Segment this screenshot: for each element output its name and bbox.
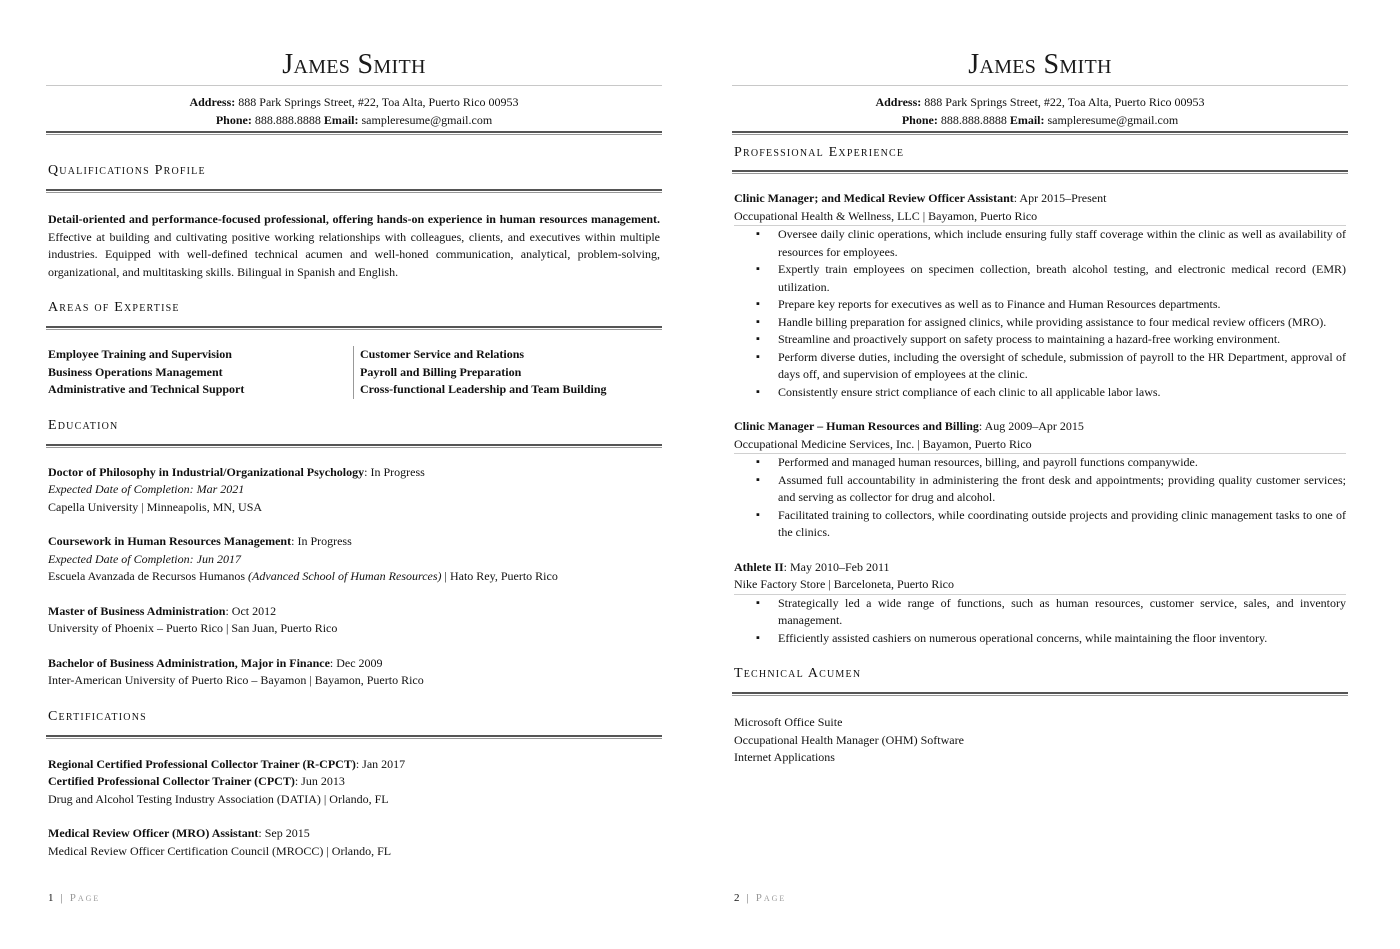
expertise-item: Customer Service and Relations — [360, 347, 525, 361]
certification-issuer: Drug and Alcohol Testing Industry Association (DATIA) | Orlando, FL — [48, 791, 389, 806]
technical-list — [734, 714, 1346, 767]
technical-item: Microsoft Office Suite — [734, 715, 843, 729]
school-name: University of Phoenix – Puerto Rico | San Juan, Puerto Rico — [48, 621, 338, 635]
section-title-education: Education — [48, 417, 119, 433]
expertise-item: Employee Training and Supervision — [48, 347, 232, 361]
completion-note: Expected Date of Completion: Mar 2021 — [48, 482, 245, 496]
certification-title: Certified Professional Collector Trainer (CPCT) — [48, 774, 295, 788]
school-name: Capella University | Minneapolis, MN, USA — [48, 499, 263, 514]
candidate-name: James Smith — [282, 49, 426, 80]
certification-title: Regional Certified Professional Collector Trainer (R-CPCT) — [48, 756, 356, 771]
section-divider — [732, 692, 1348, 696]
technical-item: Internet Applications — [734, 750, 835, 764]
expertise-item: Business Operations Management — [48, 364, 223, 379]
phone-label: Phone: — [215, 113, 252, 127]
section-divider — [732, 170, 1348, 174]
degree-title: Doctor of Philosophy in Industrial/Organizational Psychology — [48, 464, 365, 479]
email-label: Email: — [1009, 113, 1045, 127]
bullet-item: ▪ Perform diverse duties, including the oversight of schedule, submission of payroll to the HR Department, approval of days off, and supervision of employees at the clinic. — [756, 349, 1346, 384]
section-title-qualifications: Qualifications Profile — [48, 163, 206, 178]
phone-value: 888.888.8888 — [254, 113, 321, 127]
contact-block — [732, 93, 1348, 129]
section-divider — [46, 735, 662, 739]
certification-date: : Jan 2017 — [355, 756, 406, 771]
bullet-item: ▪ Performed and managed human resources, billing, and payroll functions companywide. — [756, 454, 1346, 472]
name-divider — [46, 85, 662, 86]
expertise-right-column — [354, 346, 607, 399]
address-value: 888 Park Springs Street, #22, Toa Alta, Puerto Rico 00953 — [238, 95, 519, 109]
degree-status: : In Progress — [291, 534, 352, 548]
school-name: Inter-American University of Puerto Rico – Bayamon | Bayamon, Puerto Rico — [48, 673, 424, 687]
certification-group — [48, 756, 660, 809]
qualifications-paragraph — [48, 211, 660, 281]
job-role: Athlete II — [734, 559, 784, 574]
section-divider — [46, 444, 662, 448]
degree-status: : In Progress — [364, 464, 425, 479]
bullet-item: ▪ Oversee daily clinic operations, which include ensuring fully staff coverage within the clinic as well as availability of resources for employees. — [756, 226, 1346, 261]
bullet-item: ▪ Expertly train employees on specimen collection, breath alcohol testing, and electronic medical record (EMR) utilization. — [756, 261, 1346, 296]
section-title-expertise: Areas of Expertise — [48, 300, 180, 315]
phone-email-line — [732, 111, 1348, 129]
job-entry — [734, 559, 1346, 648]
page-number: 2 — [734, 892, 741, 904]
education-entry — [48, 533, 660, 586]
expertise-grid — [48, 346, 662, 399]
degree-title: Master of Business Administration — [48, 603, 226, 618]
job-entry — [734, 190, 1346, 401]
job-dates: : Apr 2015–Present — [1013, 191, 1107, 205]
expertise-item: Payroll and Billing Preparation — [360, 364, 522, 379]
job-company: Occupational Medicine Services, Inc. | Bayamon, Puerto Rico — [734, 436, 1032, 451]
footer-separator: | — [746, 892, 750, 904]
bullet-item: ▪ Prepare key reports for executives as well as to Finance and Human Resources departments. — [756, 296, 1346, 314]
job-bullets — [756, 595, 1346, 648]
school-location: | Hato Rey, Puerto Rico — [441, 569, 558, 583]
certification-group — [48, 825, 660, 860]
page-number: 1 — [48, 892, 55, 904]
bullet-item: ▪ Strategically led a wide range of functions, such as human resources, customer service, sales, and inventory management. — [756, 595, 1346, 630]
job-role: Clinic Manager – Human Resources and Billing — [734, 419, 979, 433]
page-footer — [734, 892, 786, 904]
certification-title: Medical Review Officer (MRO) Assistant — [48, 826, 259, 840]
resume-page-1 — [46, 0, 662, 949]
header-divider — [46, 131, 662, 135]
job-dates: : Aug 2009–Apr 2015 — [978, 419, 1084, 433]
job-company: Occupational Health & Wellness, LLC | Bayamon, Puerto Rico — [734, 208, 1038, 223]
certification-date: : Jun 2013 — [294, 774, 345, 788]
footer-separator: | — [60, 892, 64, 904]
page-label: Page — [755, 892, 787, 904]
expertise-item: Administrative and Technical Support — [48, 382, 245, 396]
certification-issuer: Medical Review Officer Certification Council (MROCC) | Orlando, FL — [48, 843, 392, 858]
address-line — [732, 93, 1348, 111]
address-label: Address: — [875, 95, 922, 109]
phone-value: 888.888.8888 — [940, 113, 1007, 127]
section-title-experience: Professional Experience — [734, 145, 905, 160]
technical-item: Occupational Health Manager (OHM) Software — [734, 732, 964, 747]
bullet-item: ▪ Efficiently assisted cashiers on numerous operational concerns, while maintaining the floor inventory. — [756, 630, 1346, 648]
email-label: Email: — [323, 113, 359, 127]
expertise-left-column — [48, 346, 354, 399]
certification-date: : Sep 2015 — [258, 826, 310, 840]
bullet-item: ▪ Assumed full accountability in administering the front desk and appointments; providing quality customer services; and serving as collector for drug and alcohol. — [756, 472, 1346, 507]
name-divider — [732, 85, 1348, 86]
resume-page-2 — [732, 0, 1348, 949]
education-entry — [48, 603, 660, 638]
address-value: 888 Park Springs Street, #22, Toa Alta, Puerto Rico 00953 — [924, 95, 1205, 109]
phone-label: Phone: — [901, 113, 938, 127]
qualifications-body: Effective at building and cultivating positive working relationships with colleagues, clients, and executives within multiple industries. Equipped with well-defined technical acumen and well-honed communication, analytical, problem-solving, organizational, and multitasking skills. Bilingual in Spanish and English. — [48, 229, 660, 279]
completion-note: Expected Date of Completion: Jun 2017 — [48, 551, 241, 566]
phone-email-line — [46, 111, 662, 129]
contact-block — [46, 93, 662, 129]
job-role: Clinic Manager; and Medical Review Officer Assistant — [734, 191, 1014, 205]
degree-title: Coursework in Human Resources Management — [48, 534, 292, 548]
email-value[interactable]: sampleresume@gmail.com — [1047, 113, 1179, 127]
bullet-item: ▪ Consistently ensure strict compliance of each clinic to all applicable labor laws. — [756, 384, 1346, 402]
school-name — [48, 568, 660, 586]
degree-status: : Oct 2012 — [225, 603, 277, 618]
page-label: Page — [69, 892, 101, 904]
address-label: Address: — [189, 95, 236, 109]
education-entry — [48, 464, 660, 517]
education-entry — [48, 655, 660, 690]
section-divider — [46, 189, 662, 193]
candidate-name: James Smith — [968, 49, 1112, 80]
section-title-technical: Technical Acumen — [734, 666, 862, 681]
bullet-item: ▪ Facilitated training to collectors, while coordinating outside projects and providing clinic management tasks to one of the clinics. — [756, 507, 1346, 542]
job-bullets — [756, 226, 1346, 401]
job-entry — [734, 418, 1346, 542]
bullet-item: ▪ Streamline and proactively support on safety process to maintaining a hazard-free working environment. — [756, 331, 1346, 349]
address-line — [46, 93, 662, 111]
section-title-certifications: Certifications — [48, 708, 147, 724]
job-bullets — [756, 454, 1346, 542]
header-divider — [732, 131, 1348, 135]
email-value[interactable]: sampleresume@gmail.com — [361, 113, 493, 127]
qualifications-lead: Detail-oriented and performance-focused professional, offering hands-on experience in human resources management. — [48, 212, 660, 226]
section-divider — [46, 326, 662, 330]
degree-status: : Dec 2009 — [329, 655, 383, 670]
page-footer — [48, 892, 100, 904]
bullet-item: ▪ Handle billing preparation for assigned clinics, while providing assistance to four medical review officers (MRO). — [756, 314, 1346, 332]
school-name-translation: (Advanced School of Human Resources) — [248, 569, 442, 583]
job-dates: : May 2010–Feb 2011 — [783, 559, 890, 574]
expertise-item: Cross-functional Leadership and Team Building — [360, 382, 607, 396]
school-name-text: Escuela Avanzada de Recursos Humanos — [48, 569, 246, 583]
job-company: Nike Factory Store | Barceloneta, Puerto Rico — [734, 577, 955, 591]
degree-title: Bachelor of Business Administration, Major in Finance — [48, 655, 330, 670]
